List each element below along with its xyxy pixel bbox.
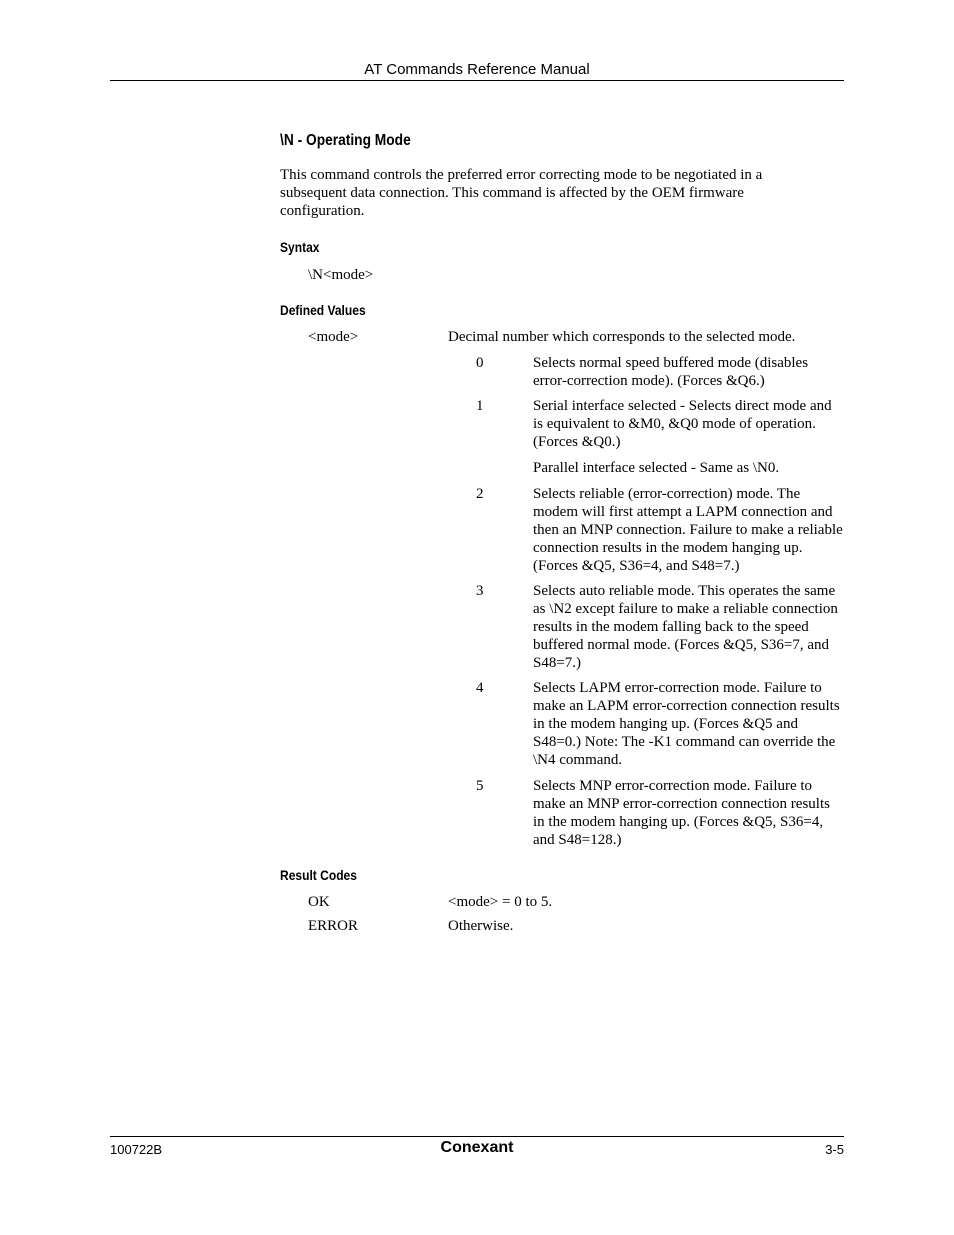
value-number: 3 <box>476 583 484 599</box>
defined-values-heading: Defined Values <box>280 302 366 318</box>
syntax-command: \N<mode> <box>308 267 374 283</box>
footer-brand: Conexant <box>440 1139 514 1156</box>
syntax-heading: Syntax <box>280 239 320 255</box>
running-header-title: AT Commands Reference Manual <box>364 61 590 78</box>
value-number: 5 <box>476 778 484 794</box>
value-number: 0 <box>476 355 484 371</box>
result-code-description: <mode> = 0 to 5. <box>448 894 553 910</box>
result-code-description: Otherwise. <box>448 918 514 934</box>
value-number: 4 <box>476 680 484 696</box>
footer-rule <box>110 1136 844 1137</box>
param-name: <mode> <box>308 329 359 345</box>
value-number: 1 <box>476 398 484 414</box>
footer-doc-number: 100722B <box>110 1142 163 1157</box>
value-description: Selects auto reliable mode. This operates the same as \N2 except failure to make a reliable connection results in the modem falling back to the speed buffered normal mode. (Forces &Q5, S36=7, and S48=7.) <box>533 583 838 671</box>
value-description: Selects reliable (error-correction) mode. The modem will first attempt a LAPM connection and then an MNP connection. Failure to make a reliable connection results in the modem hanging up. (Forces &Q5, S36=4, and S48=7.) <box>533 486 843 574</box>
result-code: ERROR <box>308 918 359 934</box>
value-description: Parallel interface selected - Same as \N0. <box>533 460 780 476</box>
value-description: Selects MNP error-correction mode. Failure to make an MNP error-correction connection results in the modem hanging up. (Forces &Q5, S36=4, and S48=128.) <box>533 778 830 848</box>
value-description: Selects normal speed buffered mode (disables error-correction mode). (Forces &Q6.) <box>533 355 809 389</box>
result-code: OK <box>308 894 330 910</box>
param-description: Decimal number which corresponds to the selected mode. <box>448 329 796 345</box>
section-title: \N - Operating Mode <box>280 132 411 149</box>
value-number: 2 <box>476 486 484 502</box>
header-rule <box>110 80 844 81</box>
footer-page-number: 3-5 <box>825 1142 844 1157</box>
value-description: Selects LAPM error-correction mode. Failure to make an LAPM error-correction connection results in the modem hanging up. (Forces &Q5 and S48=0.) Note: The -K1 command can override the \N4 command. <box>533 680 840 768</box>
result-codes-heading: Result Codes <box>280 867 357 883</box>
section-intro: This command controls the preferred error correcting mode to be negotiated in a subsequent data connection. This command is affected by the OEM firmware configuration. <box>280 167 763 219</box>
value-description: Serial interface selected - Selects direct mode and is equivalent to &M0, &Q0 mode of operation. (Forces &Q0.) <box>533 398 832 450</box>
